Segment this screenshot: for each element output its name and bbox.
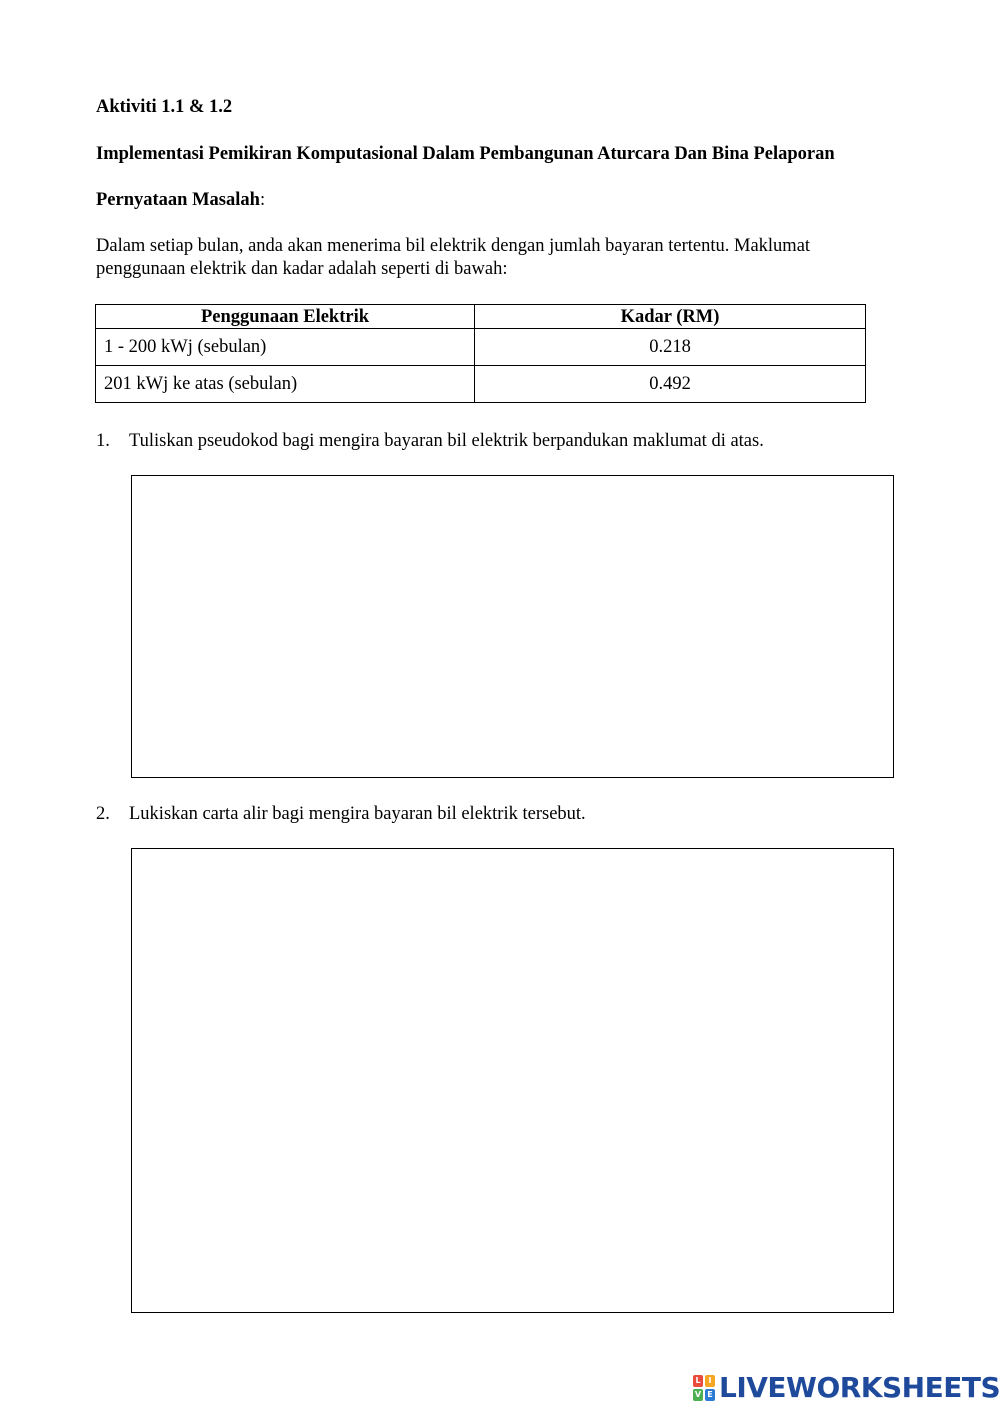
rate-table (95, 304, 866, 403)
table-row (96, 329, 866, 366)
problem-paragraph: Dalam setiap bulan, anda akan menerima bil elektrik dengan jumlah bayaran tertentu. Maklumat penggunaan elektrik dan kadar adalah seperti di bawah: (96, 236, 811, 279)
logo-tile-l-icon: L (693, 1375, 703, 1387)
question-1-text: Tuliskan pseudokod bagi mengira bayaran bil elektrik berpandukan maklumat di atas. (129, 431, 764, 451)
flowchart-answer-box[interactable] (131, 848, 894, 1313)
document-title: Implementasi Pemikiran Komputasional Dalam Pembangunan Aturcara Dan Bina Pelaporan (96, 144, 835, 164)
problem-statement-colon: : (259, 190, 266, 210)
rate-table-usage-cell: 1 - 200 kWj (sebulan) (96, 329, 475, 366)
liveworksheets-logo-icon (693, 1375, 715, 1401)
rate-table-rate-cell: 0.218 (475, 329, 866, 366)
logo-tile-e-icon: E (705, 1389, 715, 1401)
liveworksheets-logo-text: LIVEWORKSHEETS (719, 1371, 1000, 1404)
activity-heading: Aktiviti 1.1 & 1.2 (96, 97, 233, 117)
liveworksheets-logo[interactable] (693, 1371, 1000, 1405)
rate-table-header-rate: Kadar (RM) (475, 305, 866, 329)
logo-tile-i-icon: I (705, 1375, 715, 1387)
rate-table-usage-cell: 201 kWj ke atas (sebulan) (96, 366, 475, 403)
table-row (96, 366, 866, 403)
rate-table-header-usage: Penggunaan Elektrik (96, 305, 475, 329)
question-2-text: Lukiskan carta alir bagi mengira bayaran bil elektrik tersebut. (129, 804, 586, 824)
rate-table-rate-cell: 0.492 (475, 366, 866, 403)
rate-table-header-row (96, 305, 866, 329)
question-1-number: 1. (96, 431, 110, 451)
logo-tile-v-icon: V (694, 1390, 702, 1399)
problem-statement-heading (96, 189, 265, 211)
question-2-number: 2. (96, 804, 110, 824)
problem-statement-label: Pernyataan Masalah (96, 190, 260, 210)
pseudocode-answer-box[interactable] (131, 475, 894, 778)
